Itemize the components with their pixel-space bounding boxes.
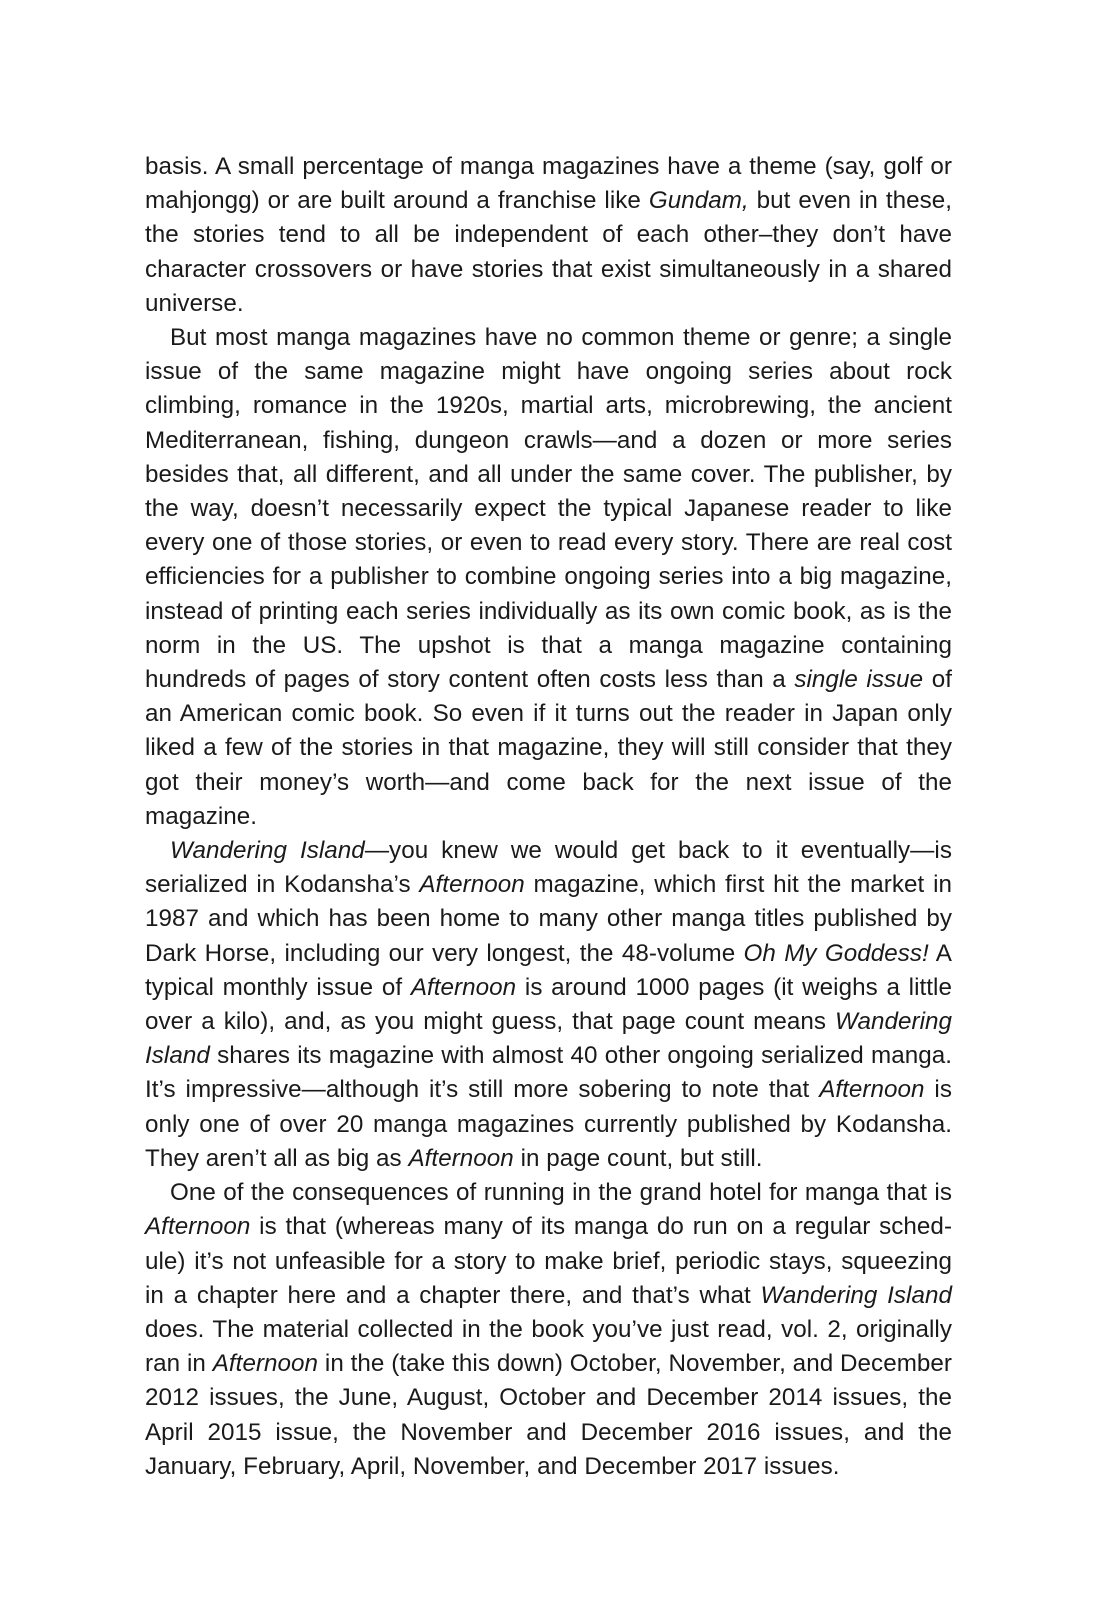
italic-title-run: single issue xyxy=(794,666,924,694)
paragraph-4 xyxy=(145,1176,952,1484)
text-page xyxy=(145,150,952,1484)
text-run: in page count, but still. xyxy=(513,1144,763,1172)
italic-title-run: Afternoon xyxy=(819,1076,925,1104)
italic-title-run: Afternoon xyxy=(212,1350,319,1378)
italic-title-run: Afternoon xyxy=(410,973,517,1001)
text-run: A typical monthly issue of xyxy=(145,939,952,1001)
text-run: shares its magazine with almost 40 other ongoing serialized manga. It’s impressive—although it’s still more sobering to note that xyxy=(145,1042,952,1104)
italic-title-run: Afternoon xyxy=(408,1144,514,1172)
text-run: but even in these, the stories tend to all be independent of each other–they don’t have character crossovers or have stories that exist simultaneously in a shared universe. xyxy=(145,187,953,317)
text-run: is that (whereas many of its manga do run on a regular schedule) it’s not unfeasible for a story to make brief, periodic stays, squeezing in a chapter here and a chapter there, and that’s what xyxy=(145,1213,952,1309)
text-run: of an American comic book. So even if it turns out the reader in Japan only liked a few of the stories in that magazine, they will still consider that they got their money’s worth—and come back for the next issue of the magazine. xyxy=(145,666,953,830)
text-run: But most manga magazines have no common theme or genre; a single issue of the same magazine might have ongoing series about rock climbing, romance in the 1920s, martial arts, microbrewing, the ancient Mediterranean, fishing, dungeon crawls—and a dozen or more series besides that, all different, and all under the same cover. The publisher, by the way, doesn’t necessarily expect the typical Japanese reader to like every one of those stories, or even to read every story. There are real cost efficiencies for a publisher to combine ongoing series into a big magazine, instead of printing each series individually as its own comic book, as is the norm in the US. The upshot is that a manga magazine containing hundreds of pages of story content often costs less than a xyxy=(145,324,952,694)
paragraph-3 xyxy=(145,834,952,1176)
text-run: —you knew we would get back to it eventually—is serialized in Kodansha’s xyxy=(145,837,952,899)
text-run: does. The material collected in the book you’ve just read, vol. 2, originally ran in xyxy=(145,1315,952,1378)
text-run: One of the consequences of running in the grand hotel for manga that is xyxy=(170,1179,952,1207)
text-run: is only one of over 20 manga magazines currently published by Kodansha. They aren’t all as big as xyxy=(145,1076,952,1172)
text-run: magazine, which first hit the market in 1987 and which has been home to many other manga titles published by Dark Horse, including our very longest, the 48-volume xyxy=(145,871,953,967)
paragraph-1 xyxy=(145,150,952,321)
text-run: is around 1000 pages (it weighs a little over a kilo), and, as you might guess, that page count means xyxy=(145,973,952,1036)
italic-title-run: Gundam, xyxy=(648,187,749,215)
italic-title-run: Wandering Island xyxy=(760,1281,952,1309)
text-run: in the (take this down) October, November, and December 2012 issues, the June, August, October and December 2014 issues, the April 2015 issue, the November and December 2016 issues, and the January, February, April, November, and December 2017 issues. xyxy=(145,1350,953,1480)
italic-title-run: Wandering Island xyxy=(145,1008,952,1070)
paragraph-2 xyxy=(145,321,952,834)
italic-title-run: Afternoon xyxy=(419,871,525,899)
italic-title-run: Oh My Goddess! xyxy=(743,939,929,967)
italic-title-run: Wandering Island xyxy=(170,837,365,865)
italic-title-run: Afternoon xyxy=(145,1213,251,1241)
text-run: basis. A small percentage of manga magazines have a theme (say, golf or mahjongg) or are built around a franchise like xyxy=(145,153,952,215)
